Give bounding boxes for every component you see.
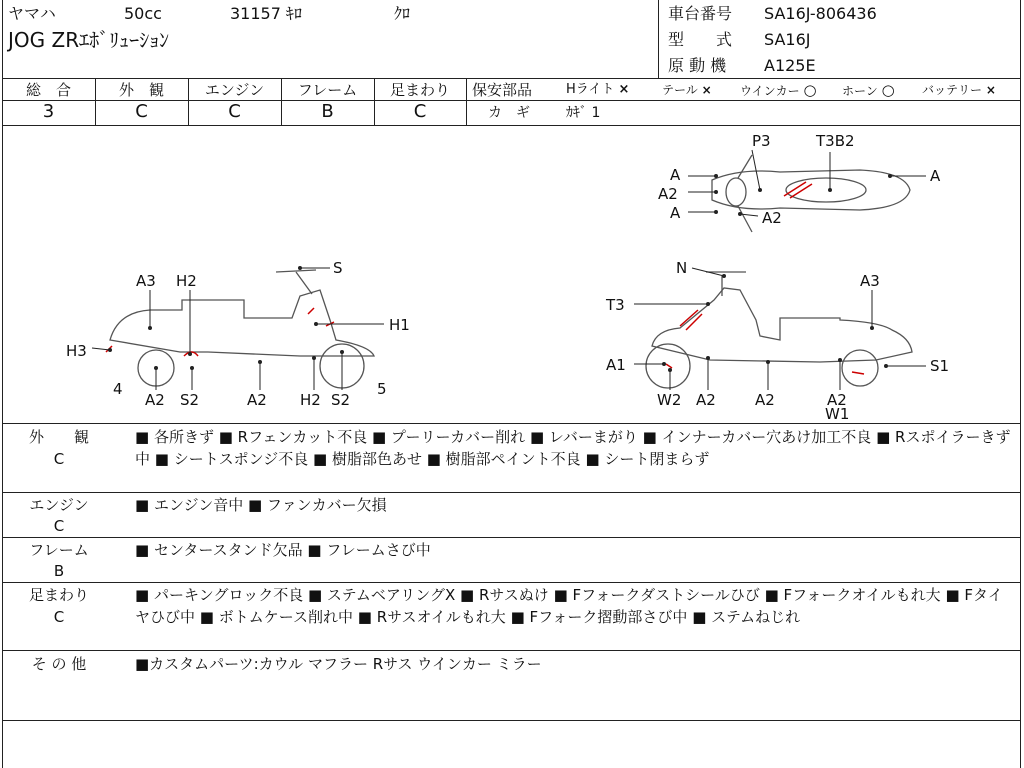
diagram-label-top-a2: A2 [658, 185, 678, 203]
note-item: ■ Fフォークダストシールひび [553, 586, 760, 604]
note-item: ■ 樹脂部ペイント不良 [426, 450, 581, 468]
section-other-items [135, 653, 1015, 675]
grade-suspension: C [413, 101, 427, 122]
grade-frame: B [321, 101, 334, 122]
diagram-label-left-s2-2: S2 [331, 391, 351, 409]
engine-label: 原 動 機 [668, 56, 727, 75]
section-engine-grade: C [53, 517, 65, 535]
diagram-label-right-s1: S1 [930, 357, 950, 375]
section-frame-grade: B [53, 562, 65, 580]
diagram-label-left-h1: H1 [389, 316, 410, 334]
key-label: カ ギ [488, 105, 530, 121]
note-item: ■ Rサスぬけ [460, 586, 549, 604]
diagram-label-right-t3: T3 [606, 296, 625, 314]
diagram-label-p3: P3 [752, 132, 771, 150]
diagram-label-top-a: A [670, 166, 681, 184]
section-appearance-items [135, 426, 1015, 470]
body-color: ｸﾛ [394, 4, 411, 23]
grade-header-suspension: 足まわり [389, 81, 450, 99]
safety-winker: ウインカー ○ [740, 81, 817, 99]
section-engine-label: エンジン [29, 496, 89, 514]
note-item: ■ Rサスオイルもれ大 [357, 608, 506, 626]
diagram-label-left-h2-lower: H2 [300, 391, 321, 409]
mileage: 31157 ｷﾛ [230, 4, 302, 23]
safety-battery: バッテリー × [922, 83, 996, 97]
diagram-label-left-5: 5 [377, 380, 387, 398]
diagram-label-top-a-lower: A [670, 204, 681, 222]
safety-parts-label: 保安部品 [472, 81, 533, 99]
note-item: ■ シート閉まらず [585, 450, 710, 468]
note-item: ■ Rフェンカット不良 [218, 428, 368, 446]
maker: ヤマハ [8, 4, 56, 23]
diagram-label-left-a3: A3 [136, 272, 156, 290]
note-item: ■ 各所きず [135, 428, 214, 446]
model-name: JOG ZRｴﾎﾞﾘｭｰｼｮﾝ [8, 28, 170, 52]
safety-headlight: Hライト × [566, 82, 630, 97]
diagram-label-left-a2-1: A2 [145, 391, 165, 409]
safety-taillight: テール × [662, 83, 712, 97]
diagram-label-right-w1: W1 [825, 405, 850, 423]
diagram-label-t3b2: T3B2 [816, 132, 855, 150]
safety-horn: ホーン ○ [842, 81, 895, 99]
diagram-label-top-a-right: A [930, 167, 941, 185]
note-item: ■ ステムねじれ [692, 608, 801, 626]
note-item: ■ センタースタンド欠品 [135, 541, 303, 559]
section-engine-items [135, 494, 1015, 516]
diagram-label-right-a3: A3 [860, 272, 880, 290]
note-item: ■ Rスポイラーきず中 [135, 428, 1011, 468]
grade-header-appearance: 外 観 [118, 81, 164, 99]
diagram-label-left-h3: H3 [66, 342, 87, 360]
note-item: ■ Fタイヤひび中 [135, 586, 1003, 626]
grade-header-overall: 総 合 [25, 81, 71, 99]
section-other-label: そ の 他 [31, 655, 87, 673]
section-frame-label: フレーム [29, 541, 89, 559]
diagram-label-right-a2-2: A2 [755, 391, 775, 409]
section-suspension-items [135, 584, 1015, 628]
diagram-label-right-a2-1: A2 [696, 391, 716, 409]
note-item: ■ エンジン音中 [135, 496, 244, 514]
diagram-label-right-n: N [676, 259, 688, 277]
diagram-label-left-4: 4 [113, 380, 123, 398]
note-item: ■ インナーカバー穴あけ加工不良 [642, 428, 872, 446]
section-suspension-grade: C [53, 608, 65, 626]
section-frame-items [135, 539, 1015, 561]
grade-header-engine: エンジン [204, 81, 265, 99]
note-item: ■ パーキングロック不良 [135, 586, 304, 604]
grade-engine: C [228, 101, 241, 122]
type-label: 型 式 [668, 30, 733, 49]
grade-overall: 3 [42, 101, 55, 122]
note-item: ■ ボトムケース削れ中 [199, 608, 353, 626]
key-value: ｶｷﾞ 1 [566, 105, 601, 121]
section-appearance-label: 外 観 [28, 428, 89, 446]
diagram-label-right-w2: W2 [657, 391, 682, 409]
frame-no-label: 車台番号 [668, 4, 733, 23]
diagram-label-right-a1: A1 [606, 356, 626, 374]
type-value: SA16J [764, 30, 811, 49]
diagram-label-left-h2: H2 [176, 272, 197, 290]
frame-no: SA16J-806436 [764, 4, 877, 23]
section-appearance-grade: C [53, 450, 65, 468]
note-item: ■ Fフォークオイルもれ大 [764, 586, 941, 604]
note-item: ■ 樹脂部色あせ [313, 450, 422, 468]
grade-header-frame: フレーム [297, 81, 358, 99]
engine-value: A125E [764, 56, 816, 75]
diagram-label-left-s2-1: S2 [180, 391, 200, 409]
note-item: ■カスタムパーツ:カウル マフラー Rサス ウインカー ミラー [135, 655, 542, 673]
note-item: ■ シートスポンジ不良 [154, 450, 309, 468]
section-suspension-label: 足まわり [28, 586, 89, 604]
diagram-label-left-a2-2: A2 [247, 391, 267, 409]
note-item: ■ プーリーカバー削れ [371, 428, 526, 446]
note-item: ■ ファンカバー欠損 [247, 496, 387, 514]
note-item: ■ フレームさび中 [307, 541, 431, 559]
displacement: 50cc [124, 4, 162, 23]
grade-appearance: C [135, 101, 148, 122]
note-item: ■ Fフォーク摺動部さび中 [510, 608, 688, 626]
note-item: ■ ステムベアリングX [307, 586, 456, 604]
diagram-label-right-a2-3: A2 [827, 391, 847, 409]
note-item: ■ レバーまがり [529, 428, 638, 446]
diagram-label-left-s: S [333, 259, 343, 277]
diagram-label-top-a2-lower: A2 [762, 209, 782, 227]
